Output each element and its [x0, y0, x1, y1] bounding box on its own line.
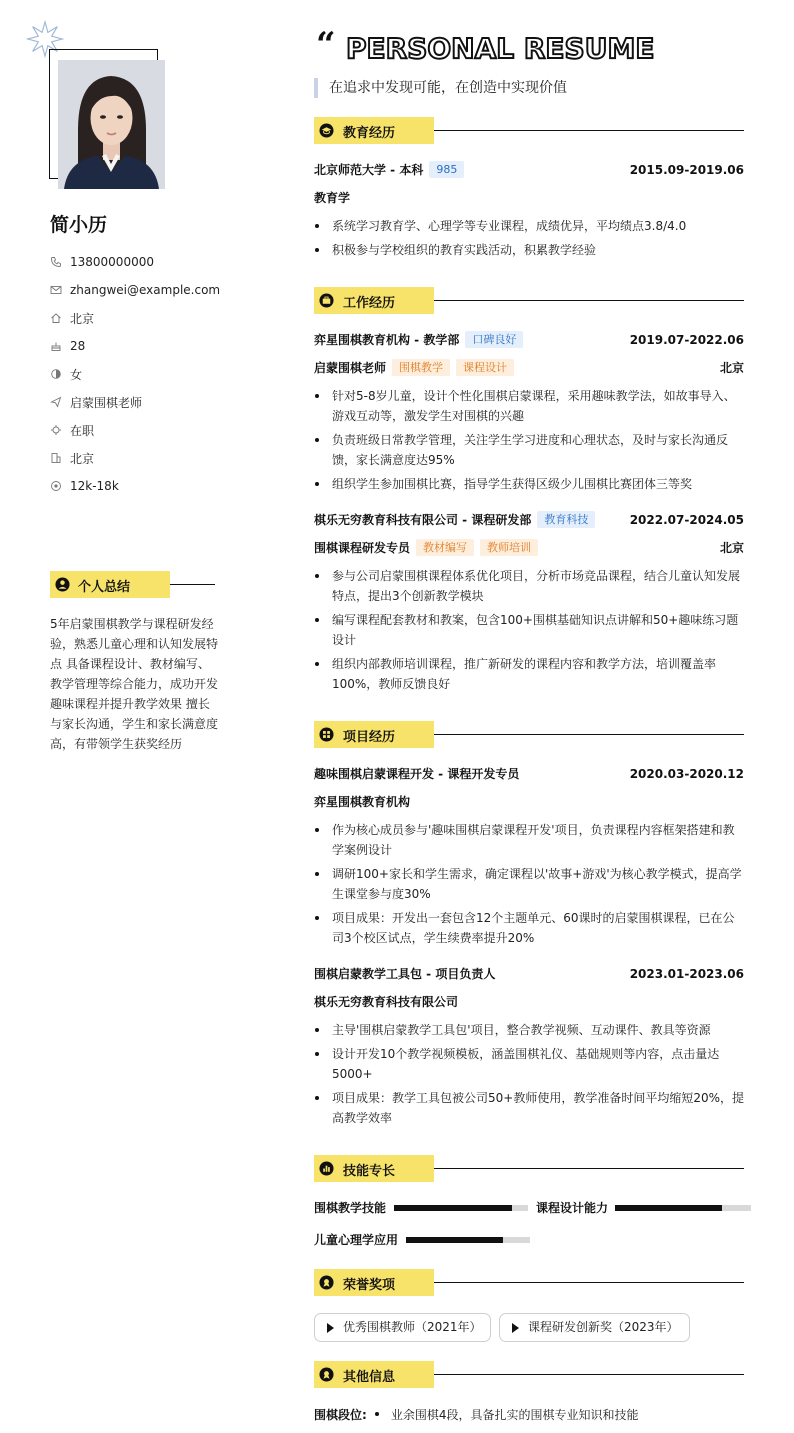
job-2-company: 棋乐无穷教育科技有限公司 - 课程研发部: [314, 513, 532, 527]
job-1-role-row: [314, 358, 744, 378]
age-text: 28: [70, 339, 86, 353]
summary-title: 个人总结: [78, 580, 131, 595]
info-phone: [50, 248, 270, 276]
education-section-header: [314, 117, 744, 144]
project-1-bullets: [314, 820, 744, 952]
mail-icon: [50, 284, 62, 296]
skill-1-label: 围棋教学技能: [314, 1201, 387, 1215]
project-1-org-row: [314, 792, 744, 812]
award-item: [314, 1313, 491, 1342]
play-triangle-icon: [512, 1323, 519, 1333]
projects-title: 项目经历: [343, 730, 396, 745]
skill-3-bar: [406, 1237, 530, 1243]
slogan: 在追求中发现可能，在创造中实现价值: [314, 78, 567, 98]
award-text: 课程研发创新奖（2023年）: [528, 1320, 679, 1334]
info-status: [50, 416, 270, 444]
education-bullets: [314, 216, 744, 264]
education-major-row: [314, 188, 744, 208]
phone-number: 13800000000: [70, 255, 154, 269]
job-1-date: 2019.07-2022.06: [629, 333, 744, 347]
list-item: 组织内部教师培训课程，推广新研发的课程内容和教学方法，培训覆盖率100%，教师反馈良好: [314, 654, 744, 694]
project-1-name: 趣味围棋启蒙课程开发 - 课程开发专员: [314, 767, 520, 781]
status-icon: [50, 424, 62, 436]
skill-2-fill: [615, 1205, 722, 1211]
projects-section-header: [314, 721, 744, 748]
profile-name: 简小历: [50, 214, 108, 236]
job-2-role-tag: 教材编写: [416, 539, 474, 556]
skill-1-fill: [394, 1205, 512, 1211]
location-text: 北京: [70, 311, 95, 326]
gender-text: 女: [70, 367, 83, 382]
other-value: 业余围棋4段，具备扎实的围棋专业知识和技能: [390, 1408, 639, 1422]
job-1-company-tag: 口碑良好: [465, 331, 523, 348]
job-2-header: [314, 510, 744, 530]
skill-3-label: 儿童心理学应用: [314, 1233, 399, 1247]
list-item: 作为核心成员参与'趣味围棋启蒙课程开发'项目，负责课程内容框架搭建和教学案例设计: [314, 820, 744, 860]
gender-icon: [50, 368, 62, 380]
info-badge-icon: [319, 1367, 334, 1382]
job-1-bullets: [314, 386, 744, 498]
list-item: 针对5-8岁儿童，设计个性化围棋启蒙课程，采用趣味教学法，如故事导入、游戏互动等，激发学生对围棋的兴趣: [314, 386, 744, 426]
project-1-header: [314, 764, 744, 784]
project-2-bullets: [314, 1020, 744, 1132]
list-item: 系统学习教育学、心理学等专业课程，成绩优异，平均绩点3.8/4.0: [314, 216, 744, 236]
info-gender: [50, 360, 270, 388]
education-major: 教育学: [314, 191, 351, 205]
briefcase-icon: [319, 293, 334, 308]
job-2-role: 围棋课程研发专员: [314, 541, 411, 555]
education-entry-header: [314, 160, 744, 180]
list-item: 项目成果：开发出一套包含12个主题单元、60课时的启蒙围棋课程，已在公司3个校区试点，学生续费率提升20%: [314, 908, 744, 948]
summary-section-header: [50, 571, 215, 598]
list-item: 项目成果：教学工具包被公司50+教师使用，教学准备时间平均缩短20%，提高教学效率: [314, 1088, 744, 1128]
info-location: [50, 304, 270, 332]
summary-text: 5年启蒙围棋教学与课程研发经验，熟悉儿童心理和认知发展特点 具备课程设计、教材编写、教学管理等综合能力，成功开发趣味课程并提升教学效果 擅长与家长沟通，学生和家长满意度高，有带领学生获奖经历: [50, 617, 219, 751]
avatar: [58, 60, 165, 189]
target-job-text: 启蒙围棋老师: [70, 395, 143, 410]
info-target-city: [50, 444, 270, 472]
education-date: 2015.09-2019.06: [629, 163, 744, 177]
bar-chart-icon: [319, 1161, 334, 1176]
job-1-header: [314, 330, 744, 350]
list-item: 主导'围棋启蒙教学工具包'项目，整合教学视频、互动课件、教具等资源: [314, 1020, 744, 1040]
skills-title: 技能专长: [343, 1164, 396, 1179]
job-2-role-tag: 教师培训: [480, 539, 538, 556]
target-city-text: 北京: [70, 451, 95, 466]
project-1-date: 2020.03-2020.12: [629, 767, 744, 781]
grid-icon: [319, 727, 334, 742]
job-1-company: 弈星围棋教育机构 - 教学部: [314, 333, 460, 347]
graduation-cap-icon: [319, 123, 334, 138]
email-address: zhangwei@example.com: [70, 283, 221, 297]
bullet-dot: [375, 1412, 379, 1416]
job-1-role-tag: 课程设计: [456, 359, 514, 376]
list-item: 设计开发10个教学视频模板，涵盖围棋礼仪、基础规则等内容，点击量达5000+: [314, 1044, 744, 1084]
project-2-header: [314, 964, 744, 984]
coin-icon: [50, 480, 62, 492]
awards-title: 荣誉奖项: [343, 1278, 396, 1293]
quote-mark: “: [316, 25, 336, 65]
list-item: 组织学生参加围棋比赛，指导学生获得区级少儿围棋比赛团体三等奖: [314, 474, 744, 494]
skill-2-label: 课程设计能力: [536, 1201, 609, 1215]
list-item: 调研100+家长和学生需求，确定课程以'故事+游戏'为核心教学模式，提高学生课堂参与度30%: [314, 864, 744, 904]
project-1-org: 弈星围棋教育机构: [314, 795, 411, 809]
project-2-name: 围棋启蒙教学工具包 - 项目负责人: [314, 967, 496, 981]
skill-2-bar: [615, 1205, 751, 1211]
info-email: [50, 276, 270, 304]
resume-title: PERSONAL RESUME: [346, 32, 655, 65]
other-info-row: [314, 1405, 638, 1425]
info-target-job: [50, 388, 270, 416]
other-label: 围棋段位:: [314, 1408, 367, 1422]
other-title: 其他信息: [343, 1370, 396, 1385]
project-2-date: 2023.01-2023.06: [629, 967, 744, 981]
list-item: 负责班级日常教学管理，关注学生学习进度和心理状态，及时与家长沟通反馈，家长满意度达95%: [314, 430, 744, 470]
list-item: 参与公司启蒙围棋课程体系优化项目，分析市场竞品课程，结合儿童认知发展特点，提出3个创新教学模块: [314, 566, 744, 606]
job-2-bullets: [314, 566, 744, 698]
school-name: 北京师范大学 - 本科: [314, 163, 424, 177]
skill-1-bar: [394, 1205, 528, 1211]
awards-section-header: [314, 1269, 744, 1296]
info-salary: [50, 472, 270, 500]
status-text: 在职: [70, 423, 95, 438]
work-section-header: [314, 287, 744, 314]
job-1-city: 北京: [719, 361, 744, 375]
job-2-company-tag: 教育科技: [537, 511, 595, 528]
work-title: 工作经历: [343, 296, 396, 311]
job-2-date: 2022.07-2024.05: [629, 513, 744, 527]
play-triangle-icon: [327, 1323, 334, 1333]
award-item: [499, 1313, 690, 1342]
skills-section-header: [314, 1155, 744, 1182]
skill-3-fill: [406, 1237, 503, 1243]
award-icon: [319, 1275, 334, 1290]
job-2-city: 北京: [719, 541, 744, 555]
user-icon: [55, 577, 70, 592]
other-section-header: [314, 1361, 744, 1388]
cake-icon: [50, 340, 62, 352]
building-icon: [50, 452, 62, 464]
award-text: 优秀围棋教师（2021年）: [343, 1320, 482, 1334]
contact-info-list: [50, 248, 270, 500]
project-2-org: 棋乐无穷教育科技有限公司: [314, 995, 459, 1009]
job-2-role-row: [314, 538, 744, 558]
phone-icon: [50, 256, 62, 268]
salary-text: 12k-18k: [70, 479, 119, 493]
job-1-role: 启蒙围棋老师: [314, 361, 387, 375]
job-1-role-tag: 围棋教学: [392, 359, 450, 376]
info-age: [50, 332, 270, 360]
education-title: 教育经历: [343, 126, 396, 141]
home-icon: [50, 312, 62, 324]
school-tag: 985: [429, 161, 464, 178]
send-icon: [50, 396, 62, 408]
list-item: 编写课程配套教材和教案，包含100+围棋基础知识点讲解和50+趣味练习题设计: [314, 610, 744, 650]
list-item: 积极参与学校组织的教育实践活动，积累教学经验: [314, 240, 744, 260]
project-2-org-row: [314, 992, 744, 1012]
